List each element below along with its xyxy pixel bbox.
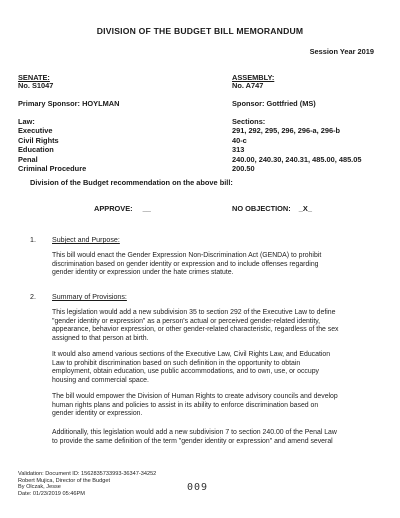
law-name: Executive xyxy=(18,126,53,136)
section-number: 2. xyxy=(30,293,36,301)
law-sections: 240.00, 240.30, 240.31, 485.00, 485.05 xyxy=(232,154,362,164)
law-sections: 291, 292, 295, 296, 296-a, 296-b xyxy=(232,126,341,136)
text-line: The bill would empower the Division of Human Rights to create advisory councils and develop xyxy=(52,393,338,400)
paragraph xyxy=(52,351,330,385)
footer-line: By Olczak, Jesse xyxy=(18,484,61,491)
no-objection-mark: _X_ xyxy=(298,204,312,213)
law-sections: 200.50 xyxy=(232,163,255,173)
primary-sponsor-name: HOYLMAN xyxy=(82,99,120,108)
law-name: Penal xyxy=(18,154,38,164)
text-line: human rights plans and policies to assist in its ability to enforce discrimination based on xyxy=(52,401,319,409)
footer-line: Validation: Document ID: 1562835733993-36347-34252 xyxy=(18,471,157,477)
approve-label: APPROVE: xyxy=(94,204,133,213)
text-line: to provide the same definition of the term "gender identity or expression" and amend several xyxy=(52,437,333,445)
memo-title: DIVISION OF THE BUDGET BILL MEMORANDUM xyxy=(96,26,304,36)
section-heading: Subject and Purpose: xyxy=(52,236,120,244)
law-name: Criminal Procedure xyxy=(18,163,87,173)
assembly-bill-number: No. A747 xyxy=(232,81,264,90)
paragraph xyxy=(52,393,338,419)
assembly-sponsor-label: Sponsor: xyxy=(232,99,265,108)
senate-heading: SENATE: xyxy=(18,73,50,82)
page-number: 009 xyxy=(187,482,209,493)
assembly-sponsor xyxy=(232,99,316,108)
law-name: Civil Rights xyxy=(18,135,59,145)
text-line: This bill would enact the Gender Expression Non-Discrimination Act (GENDA) to prohibit xyxy=(52,252,322,259)
assembly-heading: ASSEMBLY: xyxy=(232,73,275,82)
footer-line: Robert Mujica, Director of the Budget xyxy=(18,477,111,484)
text-line: gender identity or expression. xyxy=(52,410,143,418)
text-line: This legislation would add a new subdivision 35 to section 292 of the Executive Law to define xyxy=(52,309,336,316)
text-line: assigned to that person at birth. xyxy=(52,334,149,342)
text-line: Law to prohibit discrimination based on such definition in the opportunity to obtain xyxy=(52,359,301,367)
approve-mark: __ xyxy=(142,204,151,213)
law-sections: 40-c xyxy=(232,135,247,145)
senate-bill-number: No. S1047 xyxy=(18,81,54,90)
section-heading: Summary of Provisions: xyxy=(52,293,127,301)
no-objection-label: NO OBJECTION: xyxy=(232,204,291,213)
paragraph xyxy=(52,252,321,278)
primary-sponsor-label: Primary Sponsor: xyxy=(18,99,81,108)
footer-line: Date: 01/23/2019 05:46PM xyxy=(18,491,85,498)
text-line: "gender identity or expression" as a person's actual or perceived gender-related identity, xyxy=(52,317,321,325)
text-line: discrimination based on gender identity or expression and to include offenses regarding xyxy=(52,260,319,268)
validation-footer xyxy=(18,471,156,498)
law-name: Education xyxy=(18,145,54,155)
sections-column xyxy=(232,117,361,173)
text-line: gender identity or expression under the hate crimes statute. xyxy=(52,269,234,277)
law-column xyxy=(18,117,86,173)
session-year: Session Year 2019 xyxy=(309,47,374,56)
primary-sponsor xyxy=(18,99,119,108)
text-line: employment, obtain education, use public accommodations, and to own, use, or occupy xyxy=(52,368,319,376)
law-sections: 313 xyxy=(232,145,245,155)
approve-field xyxy=(94,204,151,213)
no-objection-field xyxy=(232,204,312,213)
section-number: 1. xyxy=(30,236,36,244)
assembly-sponsor-name: Gottfried (MS) xyxy=(266,99,316,108)
paragraph xyxy=(52,429,337,446)
text-line: Additionally, this legislation would add a new subdivision 7 to section 240.00 of the Penal Law xyxy=(52,429,337,436)
paragraph xyxy=(52,309,339,343)
text-line: It would also amend various sections of the Executive Law, Civil Rights Law, and Education xyxy=(52,351,331,358)
text-line: appearance, behavior expression, or other gender-related characteristic, regardless of the sex xyxy=(52,326,339,334)
law-heading: Law: xyxy=(18,117,35,126)
sections-heading: Sections: xyxy=(232,117,266,126)
recommendation-text: Division of the Budget recommendation on the above bill: xyxy=(30,178,233,187)
text-line: housing and commercial space. xyxy=(52,376,149,384)
